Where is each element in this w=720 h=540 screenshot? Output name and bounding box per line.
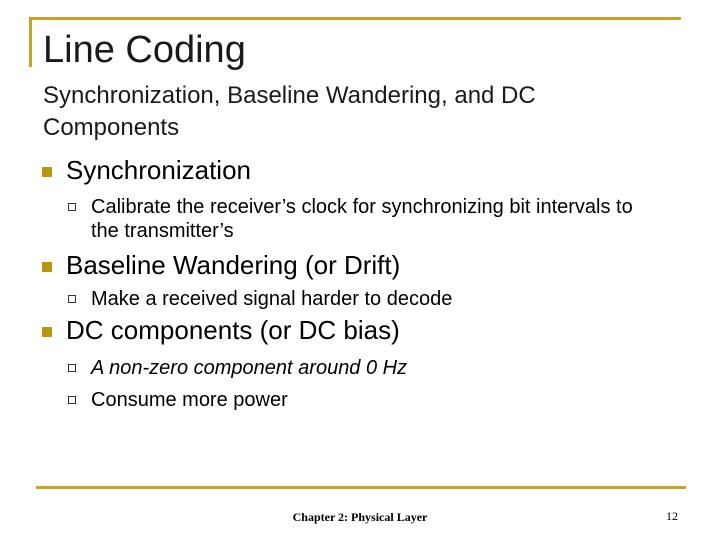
- bullet-baseline-wandering: Baseline Wandering (or Drift): [66, 250, 401, 280]
- sub-bullet-non-zero: A non-zero component around 0 Hz: [91, 357, 408, 379]
- hollow-square-bullet-icon: [68, 295, 76, 303]
- hollow-square-bullet-icon: [68, 396, 76, 404]
- sub-bullet-power: Consume more power: [91, 389, 288, 411]
- left-border-line: [29, 17, 32, 67]
- hollow-square-bullet-icon: [68, 203, 76, 211]
- page-number: 12: [666, 509, 678, 523]
- square-bullet-icon: [42, 262, 52, 272]
- top-border-line: [31, 17, 681, 20]
- sub-bullet-calibrate: Calibrate the receiver’s clock for synchronizing bit intervals to the transmitter’s: [91, 196, 633, 242]
- footer-divider: [36, 486, 686, 489]
- square-bullet-icon: [42, 167, 52, 177]
- bullet-dc-components: DC components (or DC bias): [66, 315, 400, 345]
- hollow-square-bullet-icon: [68, 364, 76, 372]
- bullet-synchronization: Synchronization: [66, 155, 251, 185]
- footer-chapter: Chapter 2: Physical Layer: [292, 510, 428, 524]
- sub-bullet-received-signal: Make a received signal harder to decode: [91, 288, 453, 310]
- slide-title: Line Coding: [43, 29, 246, 71]
- slide-subtitle: Synchronization, Baseline Wandering, and DC Components: [43, 82, 536, 141]
- square-bullet-icon: [42, 327, 52, 337]
